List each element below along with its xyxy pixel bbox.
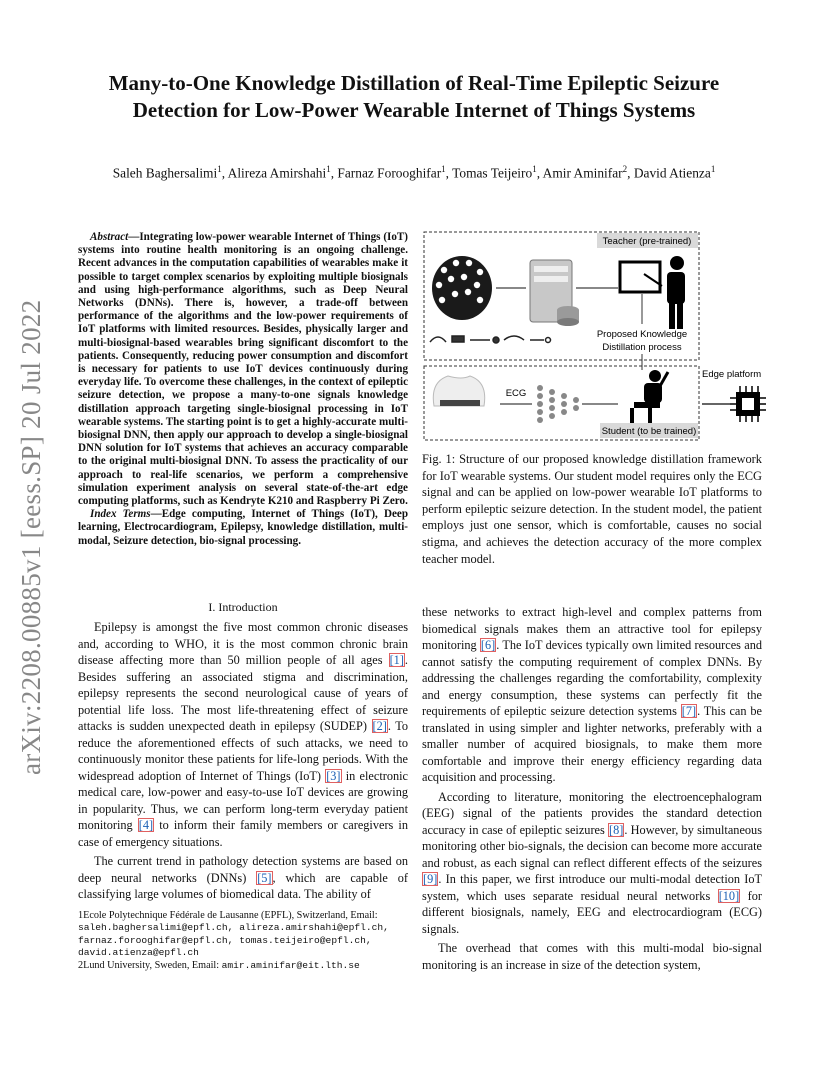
citation-link[interactable]: [9] bbox=[423, 872, 438, 886]
kd-label-1: Proposed Knowledge bbox=[596, 329, 688, 340]
abstract-text: —Integrating low-power wearable Internet of Things (IoT) systems into routine health monitoring is an ongoing challenge. Recent advances in the computation capabilities of wearables make it possible to target complex scenarios by exploiting multiple biosignals and using high-performance algorithms, such as Deep Neural Networks (DNNs). There is, however, a trade-off between performance of the algorithms and the low-power requirements of IoT platforms with limited resources. Besides, physically larger and multi-biosignal-based wearables bring significant discomfort to the patients. Consequently, reducing power consumption and discomfort is necessary for patients to use IoT devices continuously during everyday life. To overcome these challenges, in the context of epileptic seizure detection, we propose a many-to-one signals knowledge distillation approach targeting single-biosignal processing in IoT wearable systems. The starting point is to get a highly-accurate multi-biosignal DNN, then apply our approach to develop a single-biosignal DNN solution for IoT systems that achieves an accuracy comparable to the original multi-biosignal DNN. To assess the practicality of our approach to real-life scenarios, we perform a comprehensive simulation experiment analysis on several state-of-the-art edge computing platforms, such as Kendryte K210 and Raspberry Pi Zero. bbox=[78, 231, 408, 508]
author: Amir Aminifar bbox=[542, 165, 623, 181]
author-list: Saleh Baghersalimi$^1$, Alireza Amirshahi$^1$, Farnaz Forooghifar$^1$, Tomas Teijeiro$^1$, Amir Aminifar$^2$, David Atienza$^1$ bbox=[112, 164, 716, 181]
text-run: . This can be translated in using simpler and lighter networks, preferably with a smaller number of acquired biosignals, to make them more comfortable and improve their energy efficiency regarding data acquisition and processing. bbox=[422, 704, 762, 784]
text-run: to inform their family members or caregivers in case of emergency situations. bbox=[78, 818, 408, 849]
intro-paragraph-2 bbox=[78, 853, 408, 903]
text-run: The current trend in pathology detection systems are based on deep neural networks (DNNs) bbox=[78, 854, 408, 885]
ecg-label: ECG bbox=[505, 388, 527, 399]
affiliation-mark: 2 bbox=[622, 164, 628, 174]
right-paragraph-3: The overhead that comes with this multi-modal bio-signal monitoring is an increase in size of the detection system, bbox=[422, 941, 762, 972]
author: Tomas Teijeiro bbox=[452, 165, 533, 181]
student-icon bbox=[630, 370, 668, 426]
patient-torso-icon bbox=[433, 376, 484, 406]
title-line-1: Many-to-One Knowledge Distillation of Real-Time Epileptic Seizure bbox=[108, 71, 720, 95]
text-run: . However, by simultaneous monitoring other bio-signals, the decision can become more accurate and robust, as each signal can reflect different effects of the seizures bbox=[422, 822, 762, 870]
author: Alireza Amirshahi bbox=[227, 165, 327, 181]
figure-kd-framework bbox=[422, 230, 767, 442]
author: David Atienza bbox=[633, 165, 711, 181]
affiliation-mark: 1 bbox=[532, 164, 537, 174]
affiliation-mark: 1 bbox=[441, 164, 446, 174]
text-run: According to literature, monitoring the electroencephalogram (EEG) signal of the patients provides the standard detection accuracy in case of epileptic seizures bbox=[422, 789, 762, 837]
author-email: amir.aminifar@eit.lth.se bbox=[221, 959, 360, 971]
edge-label: Edge platform bbox=[702, 369, 762, 380]
affiliation-mark: 1 bbox=[710, 164, 716, 174]
paper-title bbox=[40, 70, 788, 124]
text-run: . The IoT devices typically own limited resources and cannot satisfy the computing requirement of complex DNNs. By addressing the challenges regarding the comfortability, complexity and energy consumption, these systems can perfectly fit the requirements of epileptic seizure detection systems bbox=[422, 638, 762, 718]
affiliation-mark: 1 bbox=[326, 164, 331, 174]
index-terms-text: —Edge computing, Internet of Things (IoT), Deep learning, Electrocardiogram, Epilepsy, knowledge distillation, multi-modal, Seizure detection, bio-signal processing. bbox=[78, 508, 408, 547]
teacher-label: Teacher (pre-trained) bbox=[602, 236, 692, 247]
citation-link[interactable]: [4] bbox=[138, 818, 154, 832]
kd-label-2: Distillation process bbox=[602, 342, 682, 353]
text-run: , which are capable of classifying large volumes of biomedical data. The ability of bbox=[78, 870, 408, 901]
footnote-text: 2Lund University, Sweden, Email: bbox=[78, 959, 222, 971]
footnote-2 bbox=[78, 960, 408, 972]
affiliation-mark: 1 bbox=[217, 164, 222, 174]
index-terms-label: Index Terms bbox=[90, 508, 151, 521]
citation-link[interactable]: [5] bbox=[257, 870, 272, 885]
right-paragraph-2 bbox=[422, 789, 762, 938]
author-emails: saleh.baghersalimi@epfl.ch, alireza.amirshahi@epfl.ch, farnaz.forooghifar@epfl.ch, tomas.teijeiro@epfl.ch, david.atienza@epfl.ch bbox=[78, 922, 389, 959]
text-run: . To reduce the aforementioned effects of such attacks, we need to continuously monitor these patients for life-long periods. With the widespread adoption of Internet of Things (IoT) bbox=[78, 719, 408, 783]
citation-link[interactable]: [6] bbox=[480, 638, 496, 652]
abstract-label: Abstract bbox=[90, 231, 129, 243]
right-column-text bbox=[422, 604, 762, 973]
citation-link[interactable]: [1] bbox=[389, 653, 404, 667]
figure-caption: Fig. 1: Structure of our proposed knowledge distillation framework for IoT wearable systems. Our student model requires only the ECG signal and can be applied on low-power wearable IoT platforms to perform epileptic seizure detection. In the student model, the patient employs just one sensor, which is comfortable, causes no social stigma, and achieves the detection accuracy of the more complex teacher model. bbox=[422, 452, 762, 566]
intro-text bbox=[78, 619, 408, 903]
citation-link[interactable]: [10] bbox=[718, 888, 740, 903]
student-label: Student (to be trained) bbox=[601, 426, 697, 437]
author: Farnaz Forooghifar bbox=[337, 165, 442, 181]
footnote-text: 1Ecole Polytechnique Fédérale de Lausanne (EPFL), Switzerland, Email: bbox=[78, 910, 378, 921]
neural-network-icon bbox=[537, 385, 579, 423]
footnotes bbox=[78, 910, 408, 972]
text-run: in electronic medical care, low-power and easy-to-use IoT devices are growing in popularity. Thus, we can perform long-term everyday patient monitoring bbox=[78, 768, 409, 832]
intro-paragraph-1 bbox=[78, 619, 408, 850]
citation-link[interactable]: [3] bbox=[326, 768, 341, 783]
chip-icon bbox=[730, 386, 766, 422]
footnote-1 bbox=[78, 910, 408, 960]
text-run: . In this paper, we first introduce our multi-modal detection IoT system, which uses separate residual neural networks bbox=[422, 872, 762, 903]
section-heading: I. Introduction bbox=[208, 600, 278, 614]
author: Saleh Baghersalimi bbox=[112, 165, 218, 181]
teacher-icon bbox=[620, 256, 685, 329]
eeg-cap-icon bbox=[432, 256, 492, 320]
text-run: these networks to extract high-level and complex patterns from biomedical signals makes them an attractive tool for epilepsy monitoring bbox=[422, 605, 762, 652]
citation-link[interactable]: [2] bbox=[372, 719, 387, 733]
wearable-sensors-icon bbox=[430, 336, 551, 343]
citation-link[interactable]: [7] bbox=[681, 704, 697, 718]
abstract bbox=[78, 231, 408, 548]
text-run: . Besides suffering an associated stigma and discrimination, epilepsy represents the second neurological cause of years of potential life loss. The most life-threatening effect of seizure attacks is sudden unexpected death in epilepsy (SUDEP) bbox=[78, 653, 408, 733]
text-run: Epilepsy is amongst the five most common chronic diseases and, according to WHO, it is the most common chronic brain disease affecting more than 50 million people of all ages bbox=[78, 620, 408, 667]
citation-link[interactable]: [8] bbox=[609, 822, 624, 837]
text-run: for different biosignals, namely, EEG and electrocardiogram (ECG) signals. bbox=[422, 888, 762, 936]
server-icon bbox=[530, 260, 579, 326]
title-line-2: Detection for Low-Power Wearable Internet of Things Systems bbox=[132, 98, 696, 122]
arxiv-stamp: arXiv:2208.00885v1 [eess.SP] 20 Jul 2022 bbox=[16, 299, 46, 775]
right-paragraph-1 bbox=[422, 604, 762, 786]
